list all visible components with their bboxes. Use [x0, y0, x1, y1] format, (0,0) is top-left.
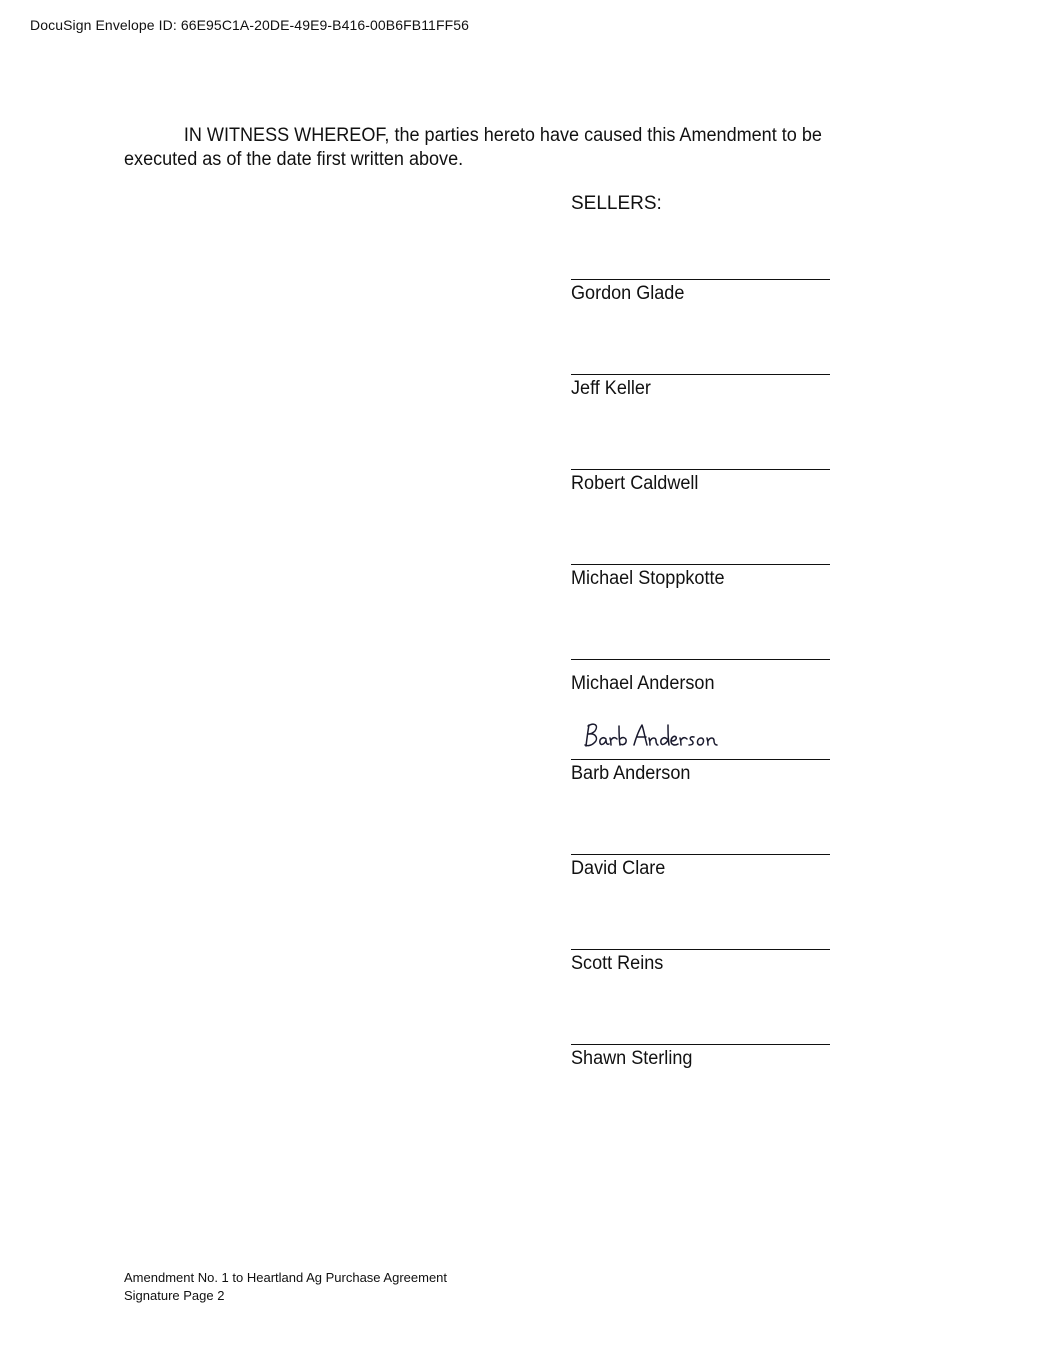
signatory-name: David Clare — [571, 858, 666, 879]
signatory-name: Michael Stoppkotte — [571, 568, 725, 589]
signature-block-robert-caldwell — [571, 469, 830, 496]
handwritten-signature-barb-anderson — [582, 718, 722, 754]
signatory-name: Scott Reins — [571, 953, 664, 974]
footer-page-label: Signature Page 2 — [124, 1288, 225, 1303]
sellers-heading: SELLERS: — [571, 193, 662, 214]
signature-line — [571, 854, 830, 855]
signature-block-barb-anderson — [571, 759, 830, 786]
signatory-name: Gordon Glade — [571, 283, 685, 304]
envelope-id: DocuSign Envelope ID: 66E95C1A-20DE-49E9-B416-00B6FB11FF56 — [30, 17, 470, 33]
witness-line-1: IN WITNESS WHEREOF, the parties hereto have caused this Amendment to be — [183, 125, 822, 146]
signatory-name: Jeff Keller — [571, 378, 651, 399]
signature-line — [571, 759, 830, 760]
signatory-name: Robert Caldwell — [571, 473, 699, 494]
page-footer — [124, 1269, 447, 1305]
signatory-name: Barb Anderson — [571, 763, 691, 784]
witness-paragraph — [124, 124, 846, 172]
signature-line — [571, 469, 830, 470]
signature-line — [571, 949, 830, 950]
signature-line — [571, 659, 830, 660]
signature-block-michael-stoppkotte — [571, 564, 830, 591]
signature-block-michael-anderson — [571, 659, 830, 696]
signature-block-david-clare — [571, 854, 830, 881]
signature-line — [571, 279, 830, 280]
signature-block-gordon-glade — [571, 279, 830, 306]
signature-line — [571, 374, 830, 375]
signature-block-jeff-keller — [571, 374, 830, 401]
signatory-name: Michael Anderson — [571, 673, 715, 694]
signatory-name: Shawn Sterling — [571, 1048, 693, 1069]
signature-line — [571, 1044, 830, 1045]
witness-line-2: executed as of the date first written above. — [124, 149, 464, 170]
signature-block-scott-reins — [571, 949, 830, 976]
signature-block-shawn-sterling — [571, 1044, 830, 1071]
footer-document-title: Amendment No. 1 to Heartland Ag Purchase Agreement — [124, 1270, 448, 1285]
signature-line — [571, 564, 830, 565]
